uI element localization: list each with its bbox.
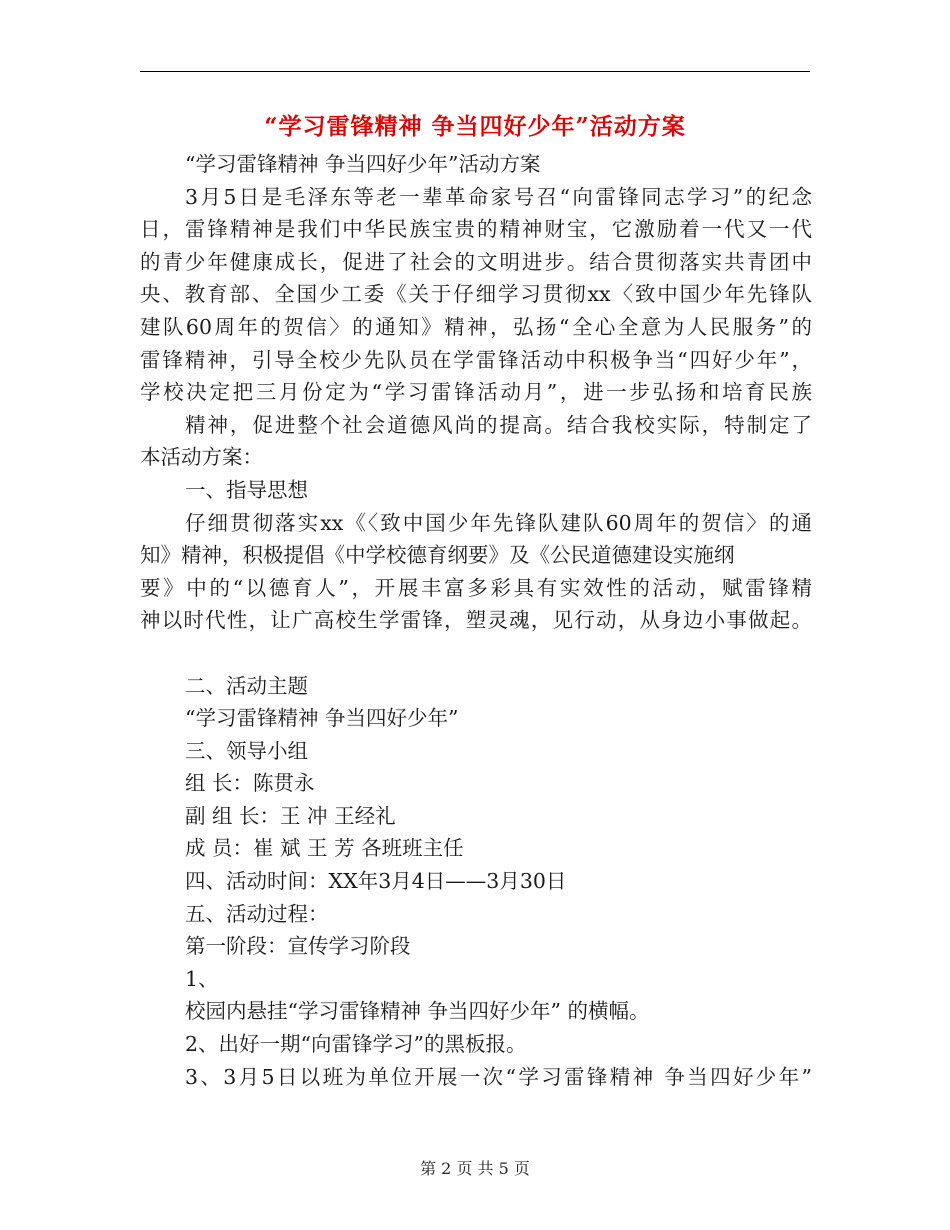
paragraph-line: 要》中的“以德育人”，开展丰富多彩具有实效性的活动，赋雷锋精 — [140, 575, 812, 600]
list-item: 校园内悬挂“学习雷锋精神 争当四好少年” 的横幅。 — [185, 999, 650, 1024]
list-item: 1、 — [185, 966, 219, 991]
document-body — [140, 148, 812, 1093]
paragraph-line: 学校决定把三月份定为“学习雷锋活动月”，进一步弘扬和培育民族 — [140, 380, 812, 405]
paragraph-line: 精神，促进整个社会道德风尚的提高。结合我校实际，特制定了 — [185, 412, 812, 437]
section-heading: 五、活动过程： — [185, 901, 329, 926]
blank-line — [140, 637, 812, 670]
section-heading: 一、指导思想 — [185, 477, 308, 502]
paragraph-line: 组 长：陈贯永 — [185, 771, 315, 796]
page-number-footer: 第 2 页 共 5 页 — [420, 1159, 530, 1178]
document-title: “学习雷锋精神 争当四好少年”活动方案 — [264, 113, 686, 140]
section-heading: 三、领导小组 — [185, 738, 308, 763]
paragraph-line: 神以时代性，让广高校生学雷锋，塑灵魂，见行动，从身边小事做起。 — [140, 608, 812, 633]
paragraph-line: 建队60周年的贺信〉的通知》精神，弘扬“全心全意为人民服务”的 — [140, 314, 812, 339]
paragraph-line: 本活动方案： — [140, 445, 263, 470]
list-item: 3、3月5日以班为单位开展一次“学习雷锋精神 争当四好少年” — [185, 1064, 812, 1089]
paragraph-line: 央、教育部、全国少工委《关于仔细学习贯彻xx〈致中国少年先锋队 — [140, 282, 812, 307]
subtitle-line: “学习雷锋精神 争当四好少年”活动方案 — [185, 152, 541, 176]
paragraph-line: 日，雷锋精神是我们中华民族宝贵的精神财宝，它激励着一代又一代 — [140, 217, 812, 242]
paragraph-line: “学习雷锋精神 争当四好少年” — [185, 706, 459, 731]
paragraph-line: 雷锋精神，引导全校少先队员在学雷锋活动中积极争当“四好少年”， — [140, 347, 812, 372]
paragraph-line: 仔细贯彻落实xx《〈致中国少年先锋队建队60周年的贺信〉的通 — [185, 510, 812, 535]
paragraph-line: 副 组 长：王 冲 王经礼 — [185, 803, 396, 828]
list-item: 2、出好一期“向雷锋学习”的黑板报。 — [185, 1032, 527, 1057]
paragraph-line: 知》精神，积极提倡《中学校德育纲要》及《公民道德建设实施纲 — [140, 543, 735, 568]
paragraph-line: 的青少年健康成长，促进了社会的文明进步。结合贯彻落实共青团中 — [140, 249, 812, 274]
header-rule — [140, 71, 810, 72]
section-heading: 二、活动主题 — [185, 673, 308, 698]
section-heading: 四、活动时间：XX年3月4日——3月30日 — [185, 869, 567, 894]
paragraph-line: 3月5日是毛泽东等老一辈革命家号召“向雷锋同志学习”的纪念 — [185, 184, 812, 209]
paragraph-line: 成 员：崔 斌 王 芳 各班班主任 — [185, 836, 464, 861]
paragraph-line: 第一阶段：宣传学习阶段 — [185, 934, 411, 959]
